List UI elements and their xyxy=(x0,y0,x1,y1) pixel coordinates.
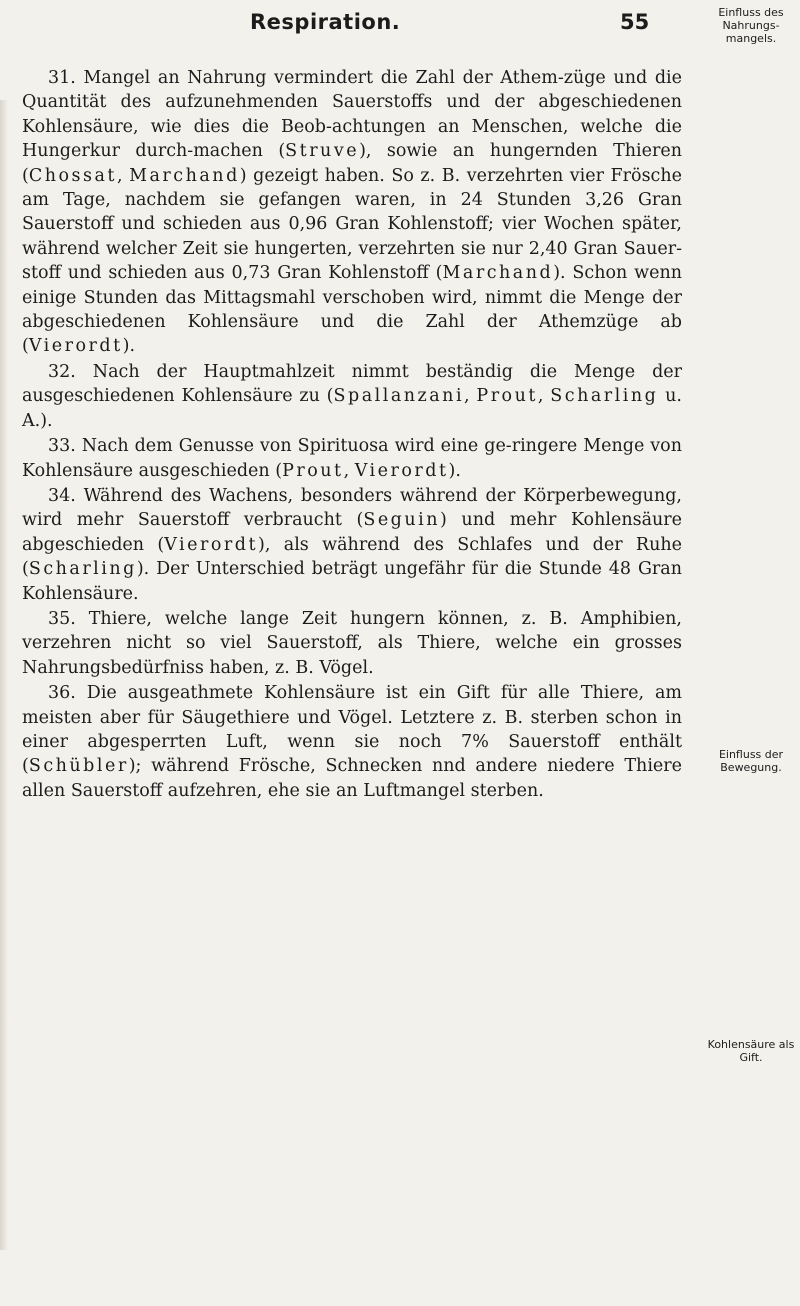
author-name: Schübler xyxy=(28,756,129,777)
paragraph-p36 xyxy=(22,681,682,803)
text-run: 32. Nach der Hauptmahlzeit nimmt beständig die Menge der ausgeschiedenen Kohlensäure zu ( xyxy=(22,361,682,407)
text-run: ) und mehr Kohlensäure abgeschieden ( xyxy=(22,510,682,555)
margin-note-gift: Kohlensäure als Gift. xyxy=(707,1038,795,1064)
body-text xyxy=(22,66,682,803)
author-name: Prout xyxy=(282,460,344,481)
text-run: ). xyxy=(448,460,461,481)
page-number: 55 xyxy=(620,10,650,34)
text-run: 31. Mangel an Nahrung vermindert die Zahl der Athem-züge und die Quantität des aufzunehmenden Sauerstoffs und der abgeschiedenen Kohlensäure, wie dies die Beob-achtungen an Menschen, welche die Hungerkur durch-machen ( xyxy=(22,68,682,162)
text-run: , xyxy=(537,386,551,407)
text-run: , xyxy=(343,460,355,481)
paragraph-p33 xyxy=(22,434,682,483)
author-name: Marchand xyxy=(442,263,554,284)
running-head xyxy=(0,6,800,36)
author-name: Marchand xyxy=(129,165,240,186)
text-run: 34. Während des Wachens, besonders während der Körperbewegung, wird mehr Sauerstoff verbraucht ( xyxy=(22,485,682,531)
text-run: ); während Frösche, Schnecken nnd andere niedere Thiere allen Sauerstoff aufzehren, ehe sie an Luftmangel sterben. xyxy=(22,756,682,801)
margin-note-bewegung: Einfluss der Bewegung. xyxy=(718,748,784,774)
text-run: ), sowie an hungernden Thieren ( xyxy=(22,141,682,186)
author-name: Vierordt xyxy=(354,460,449,481)
text-run: 36. Die ausgeathmete Kohlensäure ist ein Gift für alle Thiere, am meisten aber für Säugethiere und Vögel. Letztere z. B. sterben schon in einer abgesperrten Luft, wenn sie noch 7% Sauerstoff enthält ( xyxy=(22,683,682,777)
author-name: Seguin xyxy=(363,510,441,531)
text-run: , xyxy=(464,386,477,407)
text-run: ). xyxy=(122,336,136,357)
text-run: 35. Thiere, welche lange Zeit hungern können, z. B. Amphibien, verzehren nicht so viel Sauerstoff, als Thiere, welche ein grosses Nahrungsbedürfniss haben, z. B. Vögel. xyxy=(22,608,682,678)
author-name: Prout xyxy=(476,386,538,407)
text-run: , xyxy=(116,165,130,186)
running-title: Respiration. xyxy=(250,10,401,34)
text-run: 33. Nach dem Genusse von Spirituosa wird eine ge-ringere Menge von Kohlensäure ausgeschieden ( xyxy=(22,436,682,481)
paragraph-p31 xyxy=(22,66,682,359)
text-run: ), als während des Schlafes und der Ruhe ( xyxy=(22,534,682,580)
paragraph-p35 xyxy=(22,607,682,680)
page-binding-shadow xyxy=(0,100,8,1250)
text-run: ) gezeigt haben. So z. B. verzehrten vier Frösche am Tage, nachdem sie gefangen waren, in 24 Stunden 3,26 Gran Sauerstoff und schieden aus 0,96 Gran Kohlenstoff; vier Wochen später, während welcher Zeit sie hungerten, verzehrten sie nur 2,40 Gran Sauer-stoff und schieden aus 0,73 Gran Kohlenstoff ( xyxy=(22,165,682,284)
author-name: Vierordt xyxy=(28,336,123,357)
paragraph-p32 xyxy=(22,360,682,433)
author-name: Struve xyxy=(285,141,360,162)
author-name: Chossat xyxy=(28,165,117,186)
margin-note-nahrungsmangel: Einfluss des Nahrungs-mangels. xyxy=(718,6,784,45)
author-name: Spallanzani xyxy=(333,386,465,407)
text-run: u. A.). xyxy=(22,386,682,431)
text-run: ). Der Unterschied beträgt ungefähr für die Stunde 48 Gran Kohlensäure. xyxy=(22,559,682,604)
text-run: ). Schon wenn einige Stunden das Mittagsmahl verschoben wird, nimmt die Menge der abgeschiedenen Kohlensäure und die Zahl der Athemzüge ab ( xyxy=(22,263,682,357)
paragraph-p34 xyxy=(22,484,682,606)
author-name: Scharling xyxy=(28,559,137,580)
author-name: Vierordt xyxy=(164,534,259,555)
author-name: Scharling xyxy=(550,386,659,407)
